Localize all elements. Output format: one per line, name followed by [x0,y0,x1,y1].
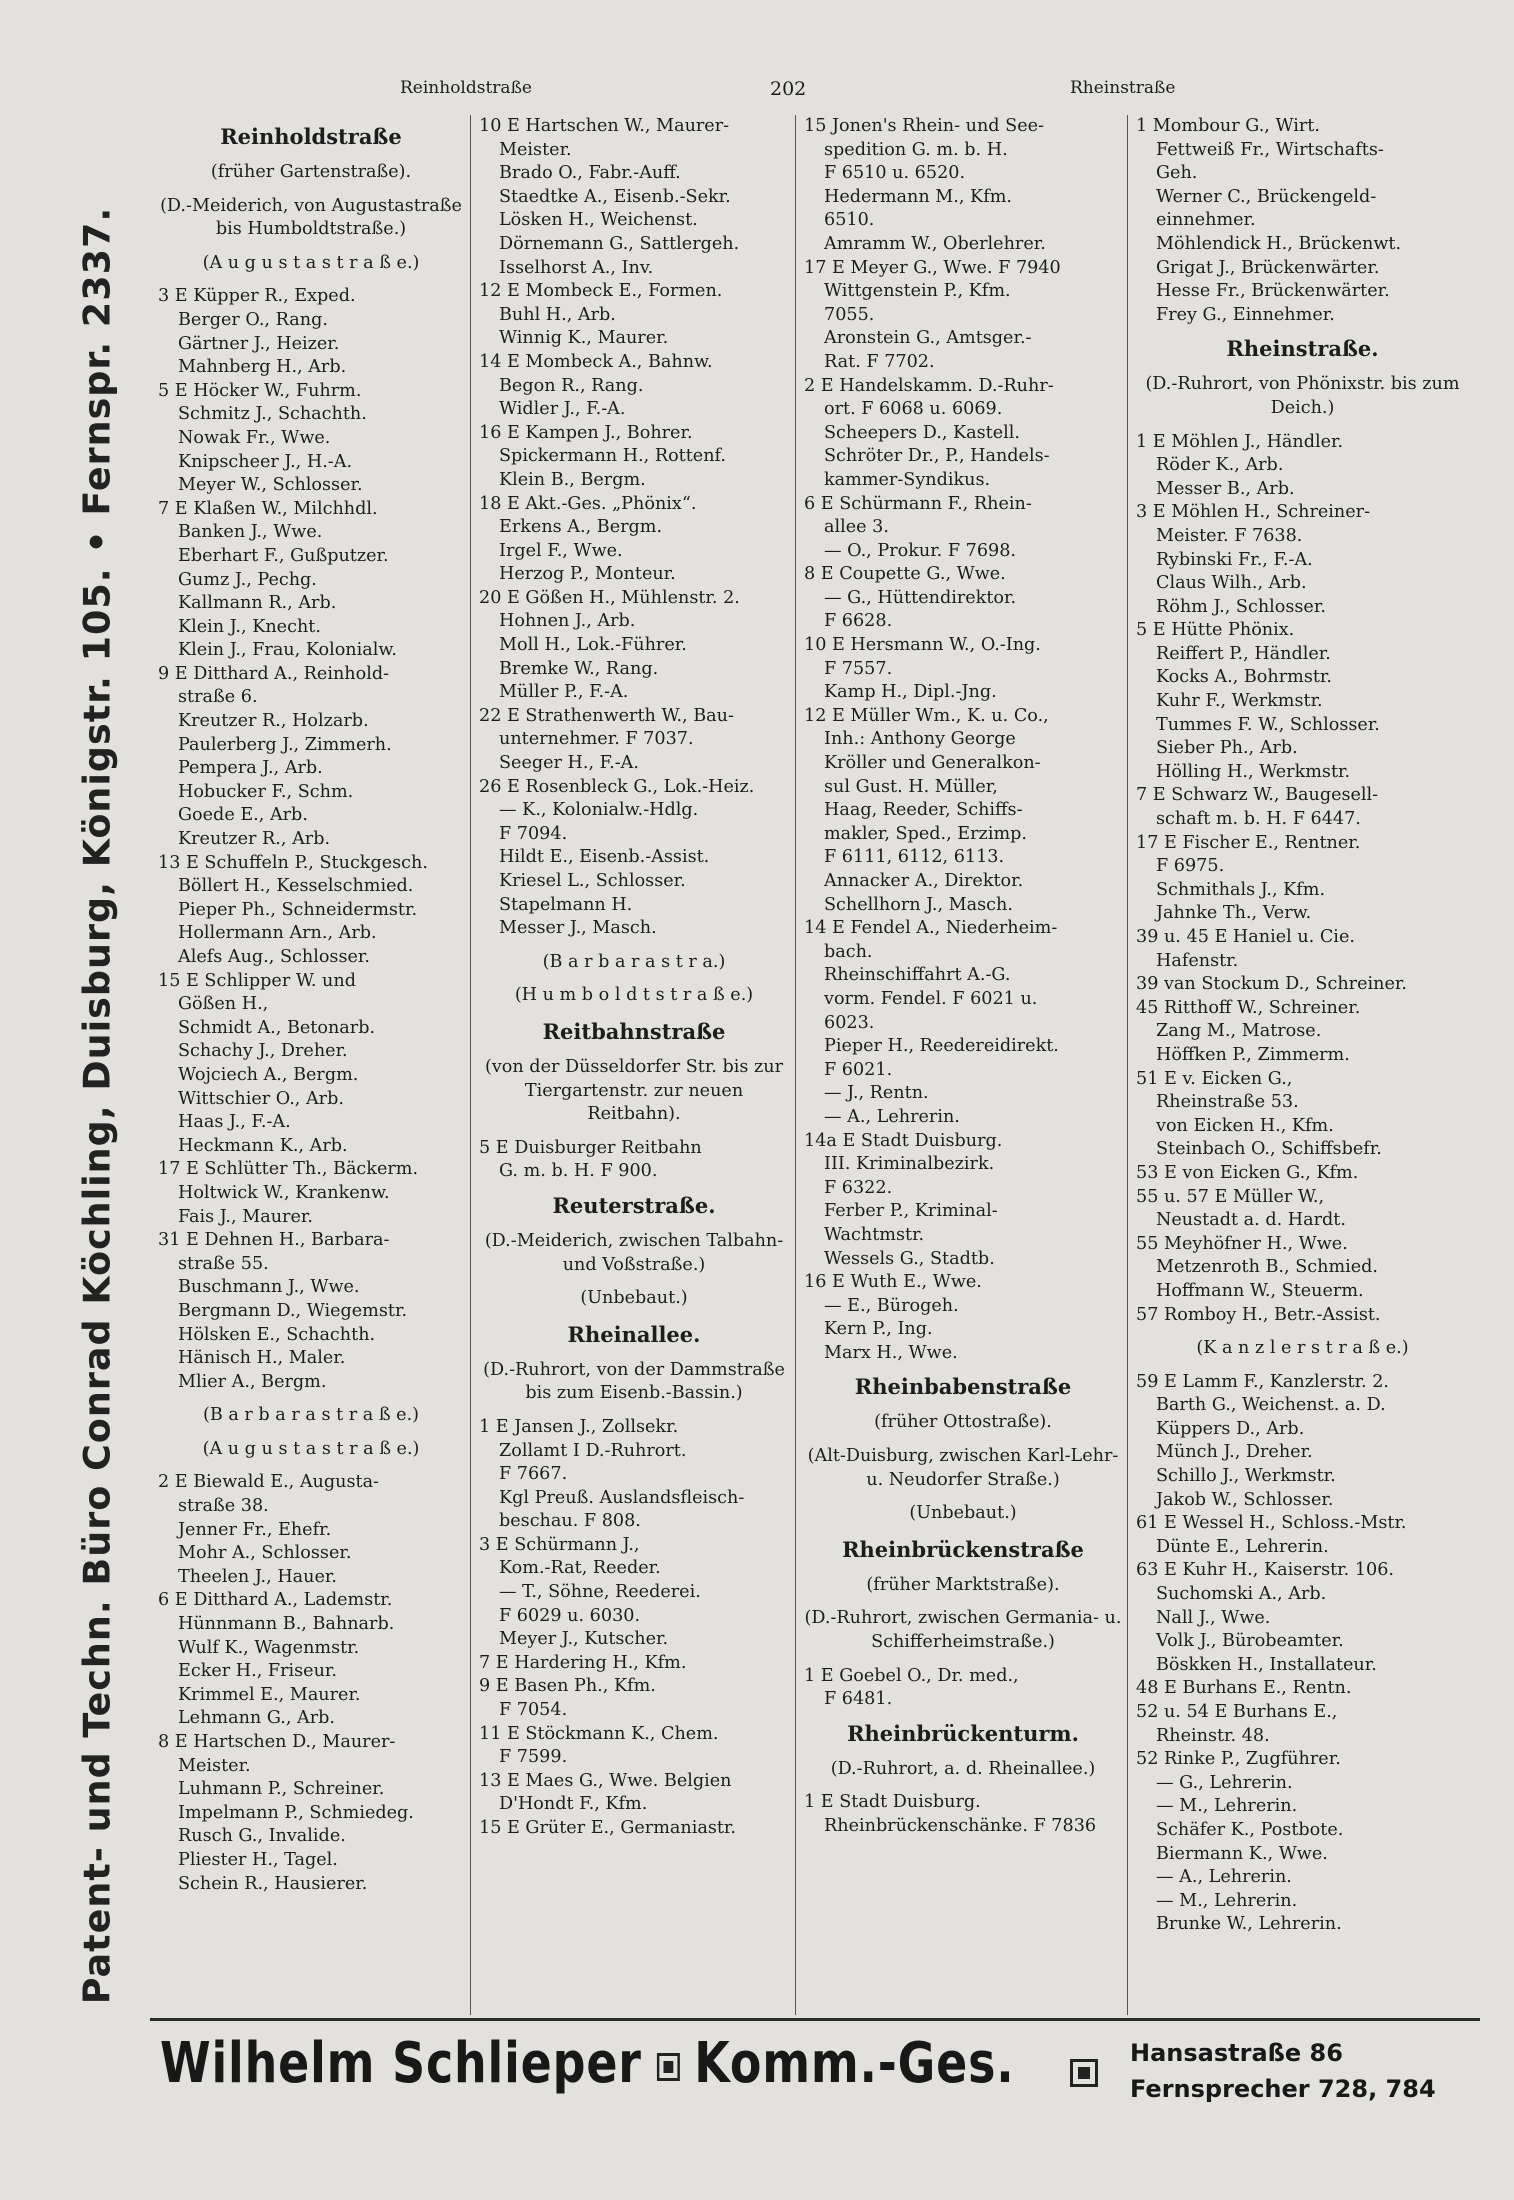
directory-entry: Meister. [499,139,572,160]
directory-entry: straße 38. [178,1496,269,1517]
directory-entry: Kern P., Ing. [824,1319,933,1340]
directory-entry: 53 E von Eicken G., Kfm. [1136,1162,1359,1183]
directory-entry: Messer J., Masch. [499,918,657,939]
directory-entry: F 6029 u. 6030. [499,1605,641,1626]
directory-entry: F 6322. [824,1177,893,1198]
directory-entry: Rat. F 7702. [824,351,935,372]
directory-entry: spedition G. m. b. H. [824,139,1008,160]
directory-entry: Tummes F. W., Schlosser. [1156,714,1380,735]
bottom-advertisement [150,2018,1480,2131]
directory-entry: Nall J., Wwe. [1156,1607,1271,1628]
street-heading: Rheinbabenstraße [854,1374,1072,1400]
directory-entry: 6023. [824,1012,875,1033]
street-note: (B a r b a r a s t r a.) [542,951,726,972]
directory-entry: 17 E Meyer G., Wwe. F 7940 [804,257,1061,278]
directory-entry: Schmitz J., Schachth. [178,404,367,425]
street-note: (D.-Ruhrort, zwischen Germania- u. Schifferheimstraße.) [804,1608,1122,1653]
street-note: (früher Gartenstraße). [210,162,412,182]
directory-entry: G. m. b. H. F 900. [499,1161,658,1182]
directory-entry: Impelmann P., Schmiedeg. [178,1802,414,1823]
directory-entry: 52 Rinke P., Zugführer. [1136,1749,1341,1770]
directory-entry: F 6481. [824,1689,893,1710]
street-note: (D.-Ruhrort, von der Dammstraße bis zum Eisenb.-Bassin.) [483,1359,785,1404]
directory-entry: Kreutzer R., Holzarb. [178,711,369,732]
directory-entry: F 6510 u. 6520. [824,163,966,184]
directory-entry: Berger O., Rang. [178,309,328,330]
directory-entry: Höffken P., Zimmerm. [1156,1044,1350,1065]
directory-entry: Dünte E., Lehrerin. [1156,1536,1329,1557]
directory-entry: Müller P., F.-A. [499,682,629,703]
directory-entry: Krimmel E., Maurer. [178,1684,361,1705]
directory-entry: Irgel F., Wwe. [499,540,623,561]
directory-entry: 13 E Schuffeln P., Stuckgesch. [158,852,428,873]
directory-entry: Pempera J., Arb. [178,758,323,779]
directory-entry: Amramm W., Oberlehrer. [824,233,1046,254]
directory-entry: Fettweiß Fr., Wirtschafts- [1156,139,1384,160]
directory-entry: — G., Hüttendirektor. [824,587,1017,608]
directory-entry: — M., Lehrerin. [1156,1796,1298,1817]
ad-contact [1130,2035,1480,2107]
directory-entry: — K., Kolonialw.-Hdlg. [499,800,699,821]
directory-entry: einnehmer. [1156,210,1256,231]
street-note: (D.-Ruhrort, a. d. Rheinallee.) [830,1758,1096,1779]
directory-entry: Sieber Ph., Arb. [1156,738,1298,759]
directory-entry: 9 E Basen Ph., Kfm. [479,1676,656,1697]
directory-entry: Wittschier O., Arb. [178,1088,344,1109]
directory-entry: Erkens A., Bergm. [499,517,663,538]
street-note: (früher Ottostraße). [874,1412,1052,1433]
directory-entry: Hildt E., Eisenb.-Assist. [499,847,710,868]
directory-entry: 39 van Stockum D., Schreiner. [1136,974,1407,995]
directory-entry: Volk J., Bürobeamter. [1156,1631,1344,1652]
directory-entry: Grigat J., Brückenwärter. [1156,257,1380,278]
directory-entry: 5 E Hütte Phönix. [1136,620,1295,641]
directory-entry: Schillo J., Werkmstr. [1156,1466,1336,1487]
directory-entry: Bremke W., Rang. [499,658,659,679]
directory-entry: Rheinbrückenschänke. F 7836 [824,1816,1097,1836]
directory-entry: Kuhr F., Werkmstr. [1156,691,1323,712]
directory-entry: 12 E Mombeck E., Formen. [479,281,723,302]
directory-entry: schaft m. b. H. F 6447. [1156,809,1361,830]
directory-entry: — A., Lehrerin. [1156,1867,1292,1888]
directory-entry: Hölsken E., Schachth. [178,1324,376,1345]
directory-entry: — M., Lehrerin. [1156,1890,1298,1911]
directory-entry: Schmidt A., Betonarb. [178,1017,376,1038]
street-heading: Rheinbrückenstraße [842,1536,1084,1562]
directory-entry: 16 E Kampen J., Bohrer. [479,422,693,443]
directory-entry: 1 Mombour G., Wirt. [1136,116,1320,136]
directory-entry: — T., Söhne, Reederei. [499,1582,701,1603]
directory-entry: Hölling H., Werkmstr. [1156,761,1351,782]
directory-entry: Schmithals J., Kfm. [1156,879,1326,900]
directory-entry: Marx H., Wwe. [824,1342,958,1363]
directory-entry: F 7094. [499,823,568,844]
street-note: (K a n z l e r s t r a ß e.) [1196,1338,1409,1359]
directory-entry: Klein J., Frau, Kolonialw. [178,640,397,661]
street-note: (D.-Ruhrort, von Phönixstr. bis zum Deich.) [1145,374,1460,418]
directory-entry: 3 E Möhlen H., Schreiner- [1136,502,1371,523]
directory-entry: Hohnen J., Arb. [499,611,636,632]
directory-entry: Widler J., F.-A. [499,399,626,420]
street-note: (B a r b a r a s t r a ß e.) [202,1405,420,1426]
directory-entry: Heckmann K., Arb. [178,1135,348,1156]
directory-entry: 16 E Wuth E., Wwe. [804,1272,982,1293]
directory-entry: Kreutzer R., Arb. [178,829,331,850]
directory-entry: Eberhart F., Gußputzer. [178,545,389,566]
directory-entry: Schein R., Hausierer. [178,1873,368,1894]
directory-entry: Rusch G., Invalide. [178,1826,346,1847]
directory-entry: 61 E Wessel H., Schloss.-Mstr. [1136,1513,1407,1534]
directory-entry: Röhm J., Schlosser. [1156,596,1326,617]
header-right: Rheinstraße [1070,78,1176,98]
directory-entry: Luhmann P., Schreiner. [178,1779,385,1800]
directory-entry: Meister. F 7638. [1156,525,1303,546]
directory-entry: beschau. F 808. [499,1511,641,1532]
directory-entry: 14a E Stadt Duisburg. [804,1130,1003,1151]
street-heading: Reitbahnstraße [542,1018,726,1044]
directory-entry: Theelen J., Hauer. [178,1566,337,1587]
directory-entry: Barth G., Weichenst. a. D. [1156,1395,1386,1416]
directory-entry: Kallmann R., Arb. [178,593,337,614]
directory-entry: Begon R., Rang. [499,375,644,396]
directory-entry: Staedtke A., Eisenb.-Sekr. [499,186,731,207]
directory-entry: 22 E Strathenwerth W., Bau- [479,705,734,726]
directory-entry: Kamp H., Dipl.-Jng. [824,682,997,703]
directory-entry: 18 E Akt.-Ges. „Phönix“. [479,493,697,514]
street-note: (D.-Meiderich, zwischen Talbahn- und Voßstraße.) [484,1230,784,1275]
directory-entry: 39 u. 45 E Haniel u. Cie. [1136,927,1355,947]
directory-entry: 1 E Möhlen J., Händler. [1136,431,1344,452]
directory-entry: Gumz J., Pechg. [178,569,317,590]
directory-entry: Knipscheer J., H.-A. [178,451,353,472]
street-heading: Rheinstraße. [1226,336,1379,362]
directory-entry: Steinbach O., Schiffsbefr. [1156,1139,1382,1160]
directory-entry: Möhlendick H., Brückenwt. [1156,233,1402,254]
directory-entry: Kom.-Rat, Reeder. [499,1558,661,1579]
directory-entry: 15 E Grüter E., Germaniastr. [479,1818,736,1838]
street-note: (Unbebaut.) [580,1288,688,1309]
directory-entry: 63 E Kuhr H., Kaiserstr. 106. [1136,1560,1395,1581]
directory-entry: 2 E Handelskamm. D.-Ruhr- [804,375,1054,396]
directory-entry: Aronstein G., Amtsger.- [824,328,1032,349]
directory-entry: Schäfer K., Postbote. [1156,1819,1344,1840]
directory-entry: Frey G., Einnehmer. [1156,304,1335,325]
column-4 [1127,115,1473,2015]
directory-entry: F 6975. [1156,856,1225,877]
directory-entry: Mahnberg H., Arb. [178,357,347,378]
directory-entry: Metzenroth B., Schmied. [1156,1257,1379,1278]
directory-entry: Klein B., Bergm. [499,469,646,490]
directory-entry: Mlier A., Bergm. [178,1371,327,1392]
directory-entry: 14 E Fendel A., Niederheim- [804,918,1058,939]
directory-entry: 1 E Goebel O., Dr. med., [804,1665,1019,1686]
directory-entry: 52 u. 54 E Burhans E., [1136,1702,1338,1722]
directory-entry: Alefs Aug., Schlosser. [178,947,370,967]
directory-entry: Schachy J., Dreher. [178,1041,348,1062]
directory-entry: Buhl H., Arb. [499,304,616,325]
directory-entry: Geh. [1156,163,1198,184]
directory-entry: unternehmer. F 7037. [499,729,694,750]
directory-entry: 11 E Stöckmann K., Chem. [479,1723,719,1744]
street-heading: Reinholdstraße [220,124,402,149]
directory-entry: Hoffmann W., Steuerm. [1156,1280,1364,1301]
directory-entry: III. Kriminalbezirk. [824,1154,995,1175]
running-header [150,78,1480,108]
directory-entry: 57 Romboy H., Betr.-Assist. [1136,1304,1381,1325]
directory-entry: Scheepers D., Kastell. [824,422,1021,443]
street-note: (von der Düsseldorfer Str. bis zur Tiergartenstr. zur neuen Reitbahn). [484,1056,784,1125]
directory-entry: 31 E Dehnen H., Barbara- [158,1230,390,1251]
directory-entry: Moll H., Lok.-Führer. [499,635,687,656]
directory-entry: Banken J., Wwe. [178,522,323,543]
street-heading: Rheinbrückenturm. [847,1720,1079,1746]
directory-entry: 3 E Schürmann J., [479,1534,640,1555]
directory-entry: Ecker H., Friseur. [178,1661,337,1682]
street-note: (Unbebaut.) [909,1503,1017,1524]
directory-entry: 17 E Schlütter Th., Bäckerm. [158,1159,419,1180]
directory-entry: kammer-Syndikus. [824,469,991,490]
directory-entry: — E., Bürogeh. [824,1295,959,1316]
directory-entry: 13 E Maes G., Wwe. Belgien [479,1770,732,1791]
street-note: (D.-Meiderich, von Augustastraße bis Humboldtstraße.) [160,195,462,240]
directory-entry: F 7667. [499,1464,568,1485]
directory-entry: Kocks A., Bohrmstr. [1156,667,1332,688]
directory-entry: Inh.: Anthony George [824,729,1016,750]
directory-entry: 20 E Gößen H., Mühlenstr. 2. [479,587,740,608]
directory-entry: 15 Jonen's Rhein- und See- [804,116,1044,136]
street-note: (früher Marktstraße). [866,1574,1060,1595]
directory-entry: vorm. Fendel. F 6021 u. [824,988,1038,1009]
directory-entry: 55 Meyhöfner H., Wwe. [1136,1233,1348,1254]
directory-entry: 51 E v. Eicken G., [1136,1068,1293,1089]
directory-entry: Meyer W., Schlosser. [178,475,363,496]
directory-entry: 12 E Müller Wm., K. u. Co., [804,705,1049,726]
directory-entry: ort. F 6068 u. 6069. [824,399,1003,420]
directory-entry: Hänisch H., Maler. [178,1348,346,1369]
directory-entry: Fais J., Maurer. [178,1206,313,1227]
directory-entry: 26 E Rosenbleck G., Lok.-Heiz. [479,776,755,797]
directory-entry: Dörnemann G., Sattlergeh. [499,233,740,254]
directory-entry: Jahnke Th., Verw. [1156,903,1312,924]
directory-entry: Annacker A., Direktor. [824,871,1024,891]
directory-entry: D'Hondt F., Kfm. [499,1794,648,1815]
directory-entry: Schröter Dr., P., Handels- [824,446,1050,467]
directory-entry: Zollamt I D.-Ruhrort. [499,1440,687,1461]
street-note: (A u g u s t a s t r a ß e.) [202,252,420,273]
directory-entry: Pieper H., Reedereidirekt. [824,1036,1059,1057]
ad-company-type: Komm.-Ges. [694,2031,1015,2096]
directory-entry: Gößen H., [178,994,269,1015]
directory-entry: Jakob W., Schlosser. [1156,1489,1334,1510]
directory-entry: Winnig K., Maurer. [499,328,669,349]
directory-entry: — A., Lehrerin. [824,1106,960,1127]
directory-entry: 7 E Hardering H., Kfm. [479,1652,687,1673]
directory-entry: 3 E Küpper R., Exped. [158,286,356,307]
directory-entry: Pieper Ph., Schneidermstr. [178,899,418,920]
directory-entry: 8 E Hartschen D., Maurer- [158,1732,396,1752]
directory-entry: Münch J., Dreher. [1156,1442,1313,1463]
side-advertisement-text: Patent- und Techn. Büro Conrad Köchling, Duisburg, Königstr. 105. • Fernspr. 2337. [75,206,119,2004]
directory-entry: Herzog P., Monteur. [499,564,676,585]
directory-entry: Brunke W., Lehrerin. [1156,1914,1342,1935]
directory-entry: Rheinstr. 48. [1156,1725,1270,1746]
directory-entry: F 7054. [499,1700,568,1721]
directory-entry: von Eicken H., Kfm. [1156,1115,1334,1136]
directory-entry: Goede E., Arb. [178,805,308,826]
directory-entry: Suchomski A., Arb. [1156,1584,1327,1605]
directory-entry: F 6628. [824,611,893,632]
header-left: Reinholdstraße [400,78,532,98]
directory-entry: 9 E Ditthard A., Reinhold- [158,663,390,684]
directory-entry: Seeger H., F.-A. [499,753,639,774]
directory-entry: Kröller und Generalkon- [824,753,1041,774]
directory-entry: Kriesel L., Schlosser. [499,871,686,891]
directory-entry: 6 E Ditthard A., Lademstr. [158,1590,393,1611]
directory-entry: — G., Lehrerin. [1156,1772,1293,1793]
directory-entry: Zang M., Matrose. [1156,1021,1322,1042]
directory-entry: 45 Ritthoff W., Schreiner. [1136,997,1361,1018]
directory-entry: Kgl Preuß. Auslandsfleisch- [499,1487,745,1508]
page-number: 202 [770,78,807,100]
directory-entry: 48 E Burhans E., Rentn. [1136,1678,1352,1699]
directory-entry: sul Gust. H. Müller, [824,776,998,797]
directory-entry: F 6021. [824,1059,893,1080]
directory-entry: 17 E Fischer E., Rentner. [1136,832,1361,853]
directory-entry: Paulerberg J., Zimmerh. [178,734,392,755]
directory-entry: Hünnmann B., Bahnarb. [178,1614,395,1635]
directory-entry: Nowak Fr., Wwe. [178,427,331,448]
directory-entry: F 7557. [824,658,893,679]
directory-entry: 59 E Lamm F., Kanzlerstr. 2. [1136,1371,1390,1392]
street-heading: Reuterstraße. [552,1192,716,1218]
side-advertisement [62,110,132,2100]
directory-entry: Lehmann G., Arb. [178,1708,336,1729]
directory-entry: Wachtmstr. [824,1224,925,1245]
column-3 [795,115,1126,2015]
directory-entry: 1 E Stadt Duisburg. [804,1792,981,1813]
directory-entry: 7 E Schwarz W., Baugesell- [1136,785,1379,806]
directory-entry: Meyer J., Kutscher. [499,1629,669,1650]
ad-company-line [160,2031,1015,2096]
directory-entry: Rybinski Fr., F.-A. [1156,549,1313,570]
directory-entry: Bergmann D., Wiegemstr. [178,1300,408,1321]
directory-entry: Röder K., Arb. [1156,455,1284,476]
directory-entry: Biermann K., Wwe. [1156,1843,1328,1864]
directory-entry: F 7599. [499,1747,568,1768]
directory-entry: Isselhorst A., Inv. [499,257,654,278]
directory-entry: 1 E Jansen J., Zollsekr. [479,1416,679,1437]
directory-entry: Hedermann M., Kfm. [824,186,1012,207]
street-note: (H u m b o l d t s t r a ß e.) [514,985,754,1006]
directory-entry: straße 55. [178,1253,269,1274]
directory-entry: Brado O., Fabr.-Auff. [499,163,681,184]
street-heading: Rheinallee. [567,1321,701,1347]
directory-entry: Messer B., Arb. [1156,478,1295,499]
directory-entry: Reiffert P., Händler. [1156,643,1331,664]
directory-entry: 6510. [824,210,875,231]
directory-entry: 14 E Mombeck A., Bahnw. [479,351,713,372]
square-bullet-icon [657,2053,680,2081]
directory-entry: Werner C., Brückengeld- [1156,186,1377,207]
directory-entry: 10 E Hersmann W., O.-Ing. [804,635,1041,656]
directory-entry: Hafenstr. [1156,950,1239,971]
directory-entry: 5 E Duisburger Reitbahn [479,1137,702,1158]
ad-phone: Fernsprecher 728, 784 [1130,2075,1436,2103]
directory-entry: Wojciech A., Bergm. [178,1064,359,1085]
directory-entry: Böskken H., Installateur. [1156,1654,1377,1675]
street-note: (A u g u s t a s t r a ß e.) [202,1438,420,1459]
directory-entry: 5 E Höcker W., Fuhrm. [158,380,362,401]
directory-entry: 55 u. 57 E Müller W., [1136,1186,1325,1207]
directory-entry: Meister. [178,1755,251,1776]
directory-entry: 2 E Biewald E., Augusta- [158,1472,380,1493]
directory-entry: Hesse Fr., Brückenwärter. [1156,281,1390,302]
directory-entry: Rheinschiffahrt A.-G. [824,965,1011,986]
directory-entry: Klein J., Knecht. [178,616,321,637]
directory-entry: Haas J., F.-A. [178,1112,291,1133]
directory-entry: Holtwick W., Krankenw. [178,1182,390,1203]
directory-entry: 15 E Schlipper W. und [158,970,356,991]
directory-entry: 8 E Coupette G., Wwe. [804,564,1006,585]
directory-entry: — O., Prokur. F 7698. [824,540,1017,561]
ad-company-name: Wilhelm Schlieper [160,2031,642,2096]
ad-address: Hansastraße 86 [1130,2039,1343,2067]
directory-entry: Neustadt a. d. Hardt. [1156,1210,1346,1231]
directory-entry: 7055. [824,304,875,325]
directory-entry: Hollermann Arn., Arb. [178,923,377,944]
directory-entry: Wittgenstein P., Kfm. [824,281,1011,302]
directory-entry: Gärtner J., Heizer. [178,333,340,354]
directory-entry: Lösken H., Weichenst. [499,210,698,231]
column-1 [150,115,468,2015]
directory-entry: Hobucker F., Schm. [178,781,354,802]
directory-entry: Rheinstraße 53. [1156,1092,1299,1113]
directory-entry: Schellhorn J., Masch. [824,894,1013,915]
directory-entry: 7 E Klaßen W., Milchhdl. [158,498,378,519]
directory-entry: allee 3. [824,517,889,538]
directory-entry: Haag, Reeder, Schiffs- [824,800,1023,821]
directory-entry: — J., Rentn. [824,1083,929,1104]
directory-entry: makler, Sped., Erzimp. [824,823,1027,844]
directory-entry: 6 E Schürmann F., Rhein- [804,493,1032,514]
directory-entry: F 6111, 6112, 6113. [824,847,1005,868]
directory-entry: 10 E Hartschen W., Maurer- [479,116,730,136]
directory-entry: Mohr A., Schlosser. [178,1543,352,1564]
directory-entry: Ferber P., Kriminal- [824,1201,998,1222]
directory-entry: Claus Wilh., Arb. [1156,573,1307,594]
directory-entry: Buschmann J., Wwe. [178,1277,360,1298]
square-bullet-icon [1070,2059,1098,2087]
directory-entry: Spickermann H., Rottenf. [499,446,727,467]
directory-entry: Pliester H., Tagel. [178,1849,338,1870]
street-note: (Alt-Duisburg, zwischen Karl-Lehr- u. Neudorfer Straße.) [807,1446,1119,1490]
directory-entry: Böllert H., Kesselschmied. [178,876,414,897]
directory-entry: Wulf K., Wagenmstr. [178,1637,360,1658]
directory-entry: Jenner Fr., Ehefr. [178,1519,332,1540]
column-2 [470,115,793,2015]
directory-entry: straße 6. [178,687,258,708]
directory-entry: bach. [824,941,873,962]
directory-entry: Wessels G., Stadtb. [824,1248,995,1269]
directory-entry: Stapelmann H. [499,894,633,915]
directory-entry: Küppers D., Arb. [1156,1418,1305,1439]
